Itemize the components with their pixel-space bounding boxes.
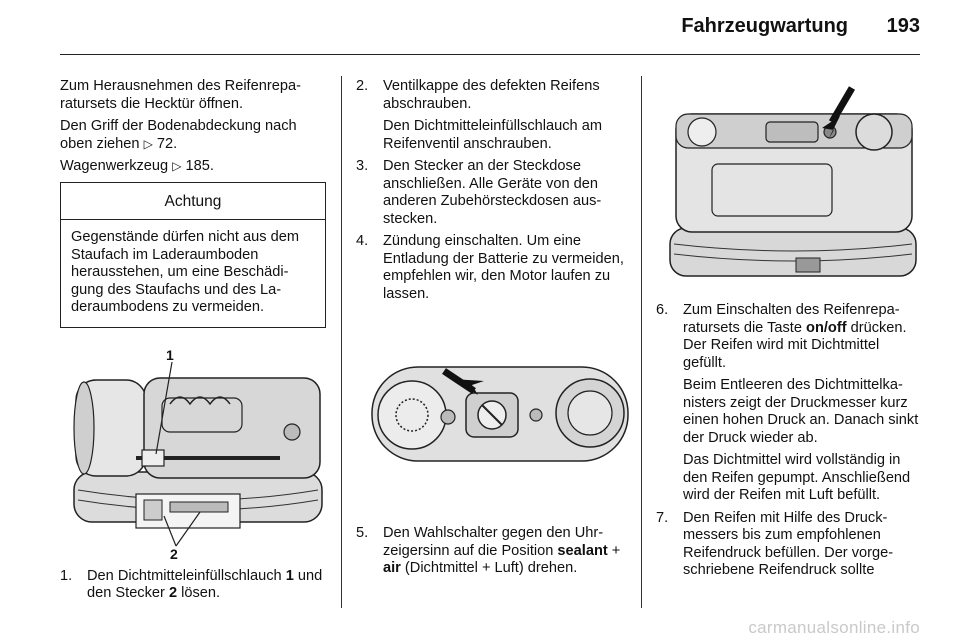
compressor-figure-hose-plug bbox=[60, 340, 326, 562]
list-item-3: 3. Den Stecker an der Steckdose anschließen. Alle Geräte von den anderen Zubehörsteckdosen ausstecken. bbox=[356, 158, 602, 227]
watermark: carmanualsonline.info bbox=[748, 618, 920, 637]
header-rule bbox=[60, 54, 920, 55]
list-item-2: 2. Ventilkappe des defekten Reifens abschrauben. Den Dichtmitteleinfüllschlauch am Reifenventil anschrauben. bbox=[356, 78, 602, 152]
page-number: 193 bbox=[886, 15, 920, 37]
column-divider-2 bbox=[641, 76, 642, 608]
figure-label-1: 1 bbox=[166, 346, 174, 363]
list-item-7: 7. Den Reifen mit Hilfe des Druckmessers bis zum empfohlenen Reifendruck befüllen. Der vorgeschriebene Reifendruck sollte bbox=[656, 509, 894, 578]
reference-arrow-icon[interactable]: ▷ bbox=[143, 136, 153, 151]
list-item-1: 1. Den Dichtmitteleinfüllschlauch 1 und den Stecker 2 lösen. bbox=[60, 567, 323, 601]
list-item-6: 6. Zum Einschalten des Reifenreparatursets die Taste on/off drücken. Der Reifen wird mit Dichtmittel gefüllt. Beim Entleeren des Dichtmittelkanisters zeigt der Druckmesser kurz einen hohen Druck an. Danach sinkt der Druck wieder ab. Das Dichtmittel wird vollständig in den Reifen gepumpt. Anschließend wird der Reifen mit Luft befüllt. bbox=[656, 302, 919, 503]
caution-box bbox=[60, 182, 326, 328]
column-1 bbox=[60, 78, 326, 608]
selector-switch-figure bbox=[366, 309, 636, 519]
list-item-4: 4. Zündung einschalten. Um eine Entladung der Batterie zu vermeiden, empfehlen wir, den Motor laufen zu lassen. bbox=[356, 233, 624, 302]
figure-label-2: 2 bbox=[170, 545, 178, 562]
reference-arrow-icon[interactable]: ▷ bbox=[172, 159, 182, 173]
page-reference-link[interactable]: 185. bbox=[185, 158, 214, 174]
caution-body: Gegenstände dürfen nicht aus dem Staufach im Laderaumboden herausstehen, um eine Beschädigung des Staufachs und des Laderaumbodens zu vermeiden. bbox=[71, 229, 299, 315]
list-item-5: 5. Den Wahlschalter gegen den Uhrzeigersinn auf die Position sealant + air (Dichtmittel + Luft) drehen. bbox=[356, 525, 621, 576]
caution-title: Achtung bbox=[61, 183, 325, 221]
on-off-button-figure bbox=[656, 82, 926, 294]
column-divider-1 bbox=[341, 76, 342, 608]
paragraph-open-tailgate: Zum Herausnehmen des Reifenreparatursets die Hecktür öffnen. bbox=[60, 78, 301, 112]
page-header bbox=[0, 0, 960, 56]
column-2 bbox=[356, 78, 626, 583]
paragraph-vehicle-tools: Wagenwerkzeug ▷ 185. bbox=[60, 158, 214, 174]
paragraph-floor-cover: Den Griff der Bodenabdeckung nach oben ziehen ▷ 72. bbox=[60, 118, 297, 152]
page-reference-link[interactable]: 72. bbox=[156, 135, 178, 152]
page-title: Fahrzeugwartung bbox=[681, 15, 848, 37]
column-3 bbox=[656, 78, 926, 585]
